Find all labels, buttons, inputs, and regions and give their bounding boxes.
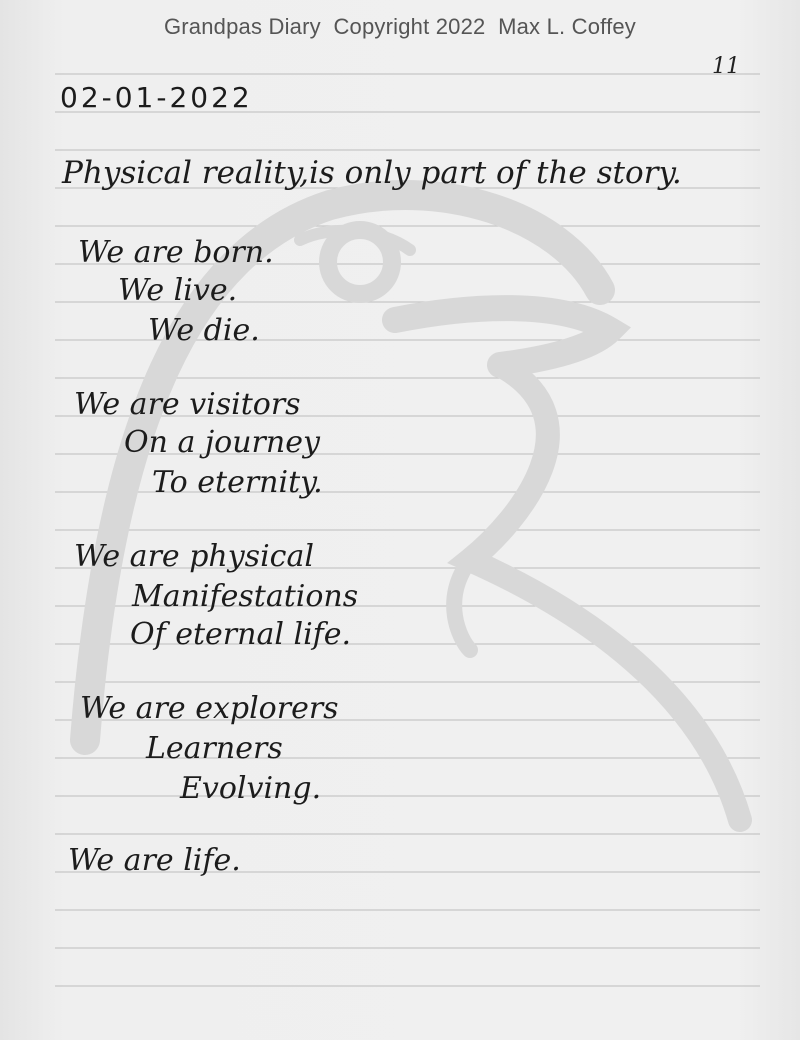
entry-title: Physical reality,is only part of the story.	[62, 155, 682, 191]
stanza-5-line-1: We are life.	[68, 843, 241, 878]
stanza-2-line-1: We are visitors	[74, 387, 301, 422]
stanza-3-line-3: Of eternal life.	[130, 617, 352, 652]
stanza-3-line-2: Manifestations	[132, 579, 359, 614]
stanza-4-line-3: Evolving.	[180, 771, 322, 806]
entry-date: 02-01-2022	[60, 81, 253, 114]
stanza-4-line-1: We are explorers	[80, 691, 339, 726]
stanza-3-line-1: We are physical	[74, 539, 314, 574]
stanza-1-line-3: We die.	[148, 313, 260, 348]
stanza-2-line-3: To eternity.	[152, 465, 323, 500]
diary-header: Grandpas Diary Copyright 2022 Max L. Coffey	[163, 14, 637, 39]
stanza-4-line-2: Learners	[146, 731, 283, 766]
stanza-1-line-2: We live.	[118, 273, 238, 308]
stanza-2-line-2: On a journey	[124, 425, 320, 460]
page-number: 11	[712, 54, 740, 79]
stanza-1-line-1: We are born.	[78, 235, 274, 270]
